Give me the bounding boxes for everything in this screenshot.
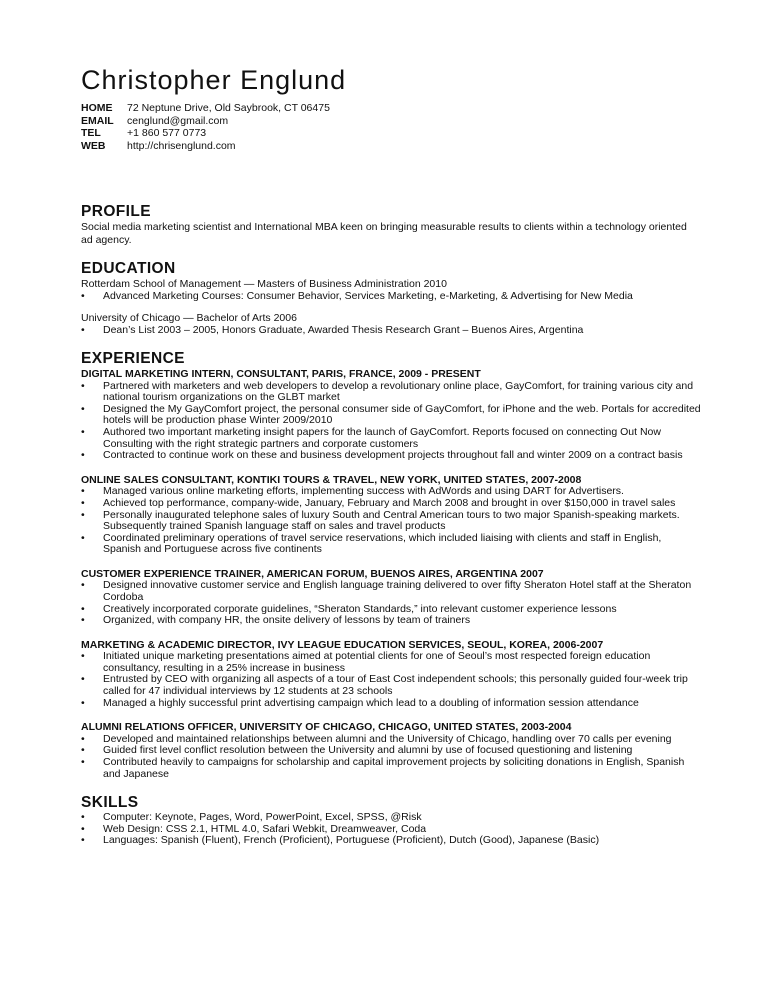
bullet-dot: •	[81, 755, 85, 768]
bullet-item	[81, 698, 701, 710]
job-entry	[81, 639, 701, 709]
bullet-item	[81, 674, 701, 697]
section-title: EXPERIENCE	[81, 350, 185, 368]
job-entry	[81, 368, 701, 462]
bullet-dot: •	[81, 508, 85, 521]
bullet-item	[81, 450, 701, 462]
education-degree: Rotterdam School of Management — Masters of Business Administration 2010	[81, 278, 447, 290]
contact-block	[81, 102, 701, 152]
bullet-dot: •	[81, 834, 85, 847]
job-title: ONLINE SALES CONSULTANT, KONTIKI TOURS & TRAVEL, NEW YORK, UNITED STATES, 2007-2008	[81, 473, 582, 486]
bullet-dot: •	[81, 485, 85, 498]
bullet-text: Personally inaugurated telephone sales of luxury South and Central American tours to two major Spanish-speaking markets. Subsequently trained Spanish language staff on sales and travel products	[103, 508, 680, 533]
bullet-dot: •	[81, 696, 85, 709]
bullet-dot: •	[81, 673, 85, 686]
bullet-text: Designed the My GayComfort project, the personal consumer side of GayComfort, for iPhone and the web. Portals for accredited hotels will be production phase Winter 2009/2010	[103, 402, 701, 427]
bullet-dot: •	[81, 289, 85, 302]
education-degree: University of Chicago — Bachelor of Arts 2006	[81, 312, 297, 325]
job-bullets	[81, 381, 701, 462]
education-bullets	[81, 291, 701, 303]
contact-label: TEL	[81, 127, 101, 139]
contact-row-web	[81, 140, 701, 153]
bullet-text: Guided first level conflict resolution between the University and alumni by use of focused questioning and listening	[103, 744, 633, 757]
bullet-text: Advanced Marketing Courses: Consumer Behavior, Services Marketing, e-Marketing, & Advertising for New Media	[103, 289, 633, 302]
bullet-text: Coordinated preliminary operations of travel service reservations, which included liaising with clients and staff in English, Spanish and Portuguese across five continents	[103, 531, 662, 556]
education-section	[81, 260, 701, 336]
bullet-item	[81, 325, 701, 337]
bullet-text: Dean’s List 2003 – 2005, Honors Graduate, Awarded Thesis Research Grant – Buenos Aires, Argentina	[103, 323, 584, 336]
bullet-item	[81, 835, 701, 847]
bullet-item	[81, 404, 701, 427]
bullet-text: Designed innovative customer service and English language training delivered to over fifty Sheraton Hotel staff at the Sheraton Cordoba	[103, 579, 692, 603]
contact-value: http://chrisenglund.com	[127, 139, 236, 152]
education-entry	[81, 278, 701, 302]
bullet-text: Entrusted by CEO with organizing all aspects of a tour of East Cost independent schools; this personally guided four-week trip called for 47 individual interviews by 12 students at 23 schools	[103, 673, 688, 698]
bullet-dot: •	[81, 579, 85, 592]
bullet-dot: •	[81, 811, 85, 824]
experience-section	[81, 350, 701, 780]
bullet-dot: •	[81, 379, 85, 392]
bullet-item	[81, 757, 701, 780]
bullet-text: Web Design: CSS 2.1, HTML 4.0, Safari Webkit, Dreamweaver, Coda	[103, 822, 427, 835]
bullet-item	[81, 533, 701, 556]
contact-row-email	[81, 115, 701, 128]
contact-row-home	[81, 102, 701, 115]
profile-section	[81, 203, 701, 246]
bullet-text: Creatively incorporated corporate guidelines, “Sheraton Standards,” into relevant customer experience lessons	[103, 602, 617, 615]
bullet-dot: •	[81, 732, 85, 745]
bullet-item	[81, 615, 701, 627]
bullet-dot: •	[81, 822, 85, 835]
experience-list	[81, 368, 701, 780]
bullet-text: Partnered with marketers and web developers to develop a revolutionary online place, GayComfort, for training various city and national tourism organizations on the GLBT market	[103, 379, 694, 404]
contact-label: HOME	[81, 102, 113, 114]
section-title: EDUCATION	[81, 260, 176, 277]
bullet-text: Contracted to continue work on these and business development projects throughout fall and winter 2009 on a contract basis	[103, 449, 683, 462]
job-entry	[81, 568, 701, 627]
bullet-text: Languages: Spanish (Fluent), French (Proficient), Portuguese (Proficient), Dutch (Good), Japanese (Basic)	[103, 834, 600, 847]
education-entry	[81, 312, 701, 336]
bullet-text: Initiated unique marketing presentations aimed at potential clients for one of Seoul’s most respected foreign education consultancy, resulting in a 25% increase in business	[103, 650, 651, 674]
profile-text: Social media marketing scientist and International MBA keen on bringing measurable results to clients within a technology oriented ad agency.	[81, 221, 687, 246]
candidate-name: Christopher Englund	[81, 65, 347, 95]
contact-row-tel	[81, 127, 701, 140]
job-title: ALUMNI RELATIONS OFFICER, UNIVERSITY OF CHICAGO, CHICAGO, UNITED STATES, 2003-2004	[81, 721, 572, 734]
bullet-text: Authored two important marketing insight papers for the launch of GayComfort. Reports focused on connecting Out Now Consulting with the right strategic partners and corporate customers	[103, 426, 661, 450]
bullet-text: Managed various online marketing efforts, implementing success with AdWords and using DART for Advertisers.	[103, 485, 624, 498]
bullet-dot: •	[81, 402, 85, 415]
education-bullets	[81, 325, 701, 337]
bullet-dot: •	[81, 323, 85, 336]
job-entry	[81, 721, 701, 780]
bullet-text: Achieved top performance, company-wide, January, February and March 2008 and brought in over $150,000 in travel sales	[103, 496, 676, 509]
job-title: MARKETING & ACADEMIC DIRECTOR, IVY LEAGUE EDUCATION SERVICES, SEOUL, KOREA, 2006-2007	[81, 638, 604, 651]
bullet-item	[81, 427, 701, 450]
bullet-dot: •	[81, 449, 85, 462]
education-list	[81, 278, 701, 336]
job-title: DIGITAL MARKETING INTERN, CONSULTANT, PARIS, FRANCE, 2009 - PRESENT	[81, 368, 481, 381]
bullet-text: Contributed heavily to campaigns for scholarship and capital improvement projects by soliciting donations in English, Spanish and Japanese	[103, 755, 685, 780]
bullet-dot: •	[81, 426, 85, 439]
job-bullets	[81, 486, 701, 556]
bullet-dot: •	[81, 614, 85, 627]
bullet-dot: •	[81, 496, 85, 509]
section-title: SKILLS	[81, 794, 139, 812]
job-bullets	[81, 651, 701, 709]
section-title: PROFILE	[81, 203, 151, 220]
skills-list	[81, 812, 701, 847]
bullet-dot: •	[81, 602, 85, 615]
job-title: CUSTOMER EXPERIENCE TRAINER, AMERICAN FORUM, BUENOS AIRES, ARGENTINA 2007	[81, 567, 544, 580]
contact-value: 72 Neptune Drive, Old Saybrook, CT 06475	[127, 102, 330, 114]
bullet-dot: •	[81, 650, 85, 663]
contact-value: +1 860 577 0773	[127, 127, 207, 139]
skills-section	[81, 794, 701, 847]
bullet-text: Developed and maintained relationships between alumni and the University of Chicago, handling over 70 calls per evening	[103, 732, 672, 745]
bullet-item	[81, 291, 701, 303]
contact-value: cenglund@gmail.com	[127, 114, 229, 127]
contact-label: EMAIL	[81, 114, 114, 127]
bullet-text: Organized, with company HR, the onsite delivery of lessons by team of trainers	[103, 614, 471, 627]
job-bullets	[81, 734, 701, 780]
job-bullets	[81, 580, 701, 626]
contact-label: WEB	[81, 139, 106, 152]
job-entry	[81, 474, 701, 556]
bullet-text: Computer: Keynote, Pages, Word, PowerPoint, Excel, SPSS, @Risk	[103, 811, 422, 824]
bullet-dot: •	[81, 744, 85, 757]
resume-page	[81, 64, 701, 847]
bullet-dot: •	[81, 531, 85, 544]
bullet-item	[81, 580, 701, 603]
bullet-text: Managed a highly successful print advertising campaign which lead to a doubling of information session attendance	[103, 696, 639, 709]
bullet-item	[81, 651, 701, 674]
bullet-item	[81, 381, 701, 404]
bullet-item	[81, 510, 701, 533]
